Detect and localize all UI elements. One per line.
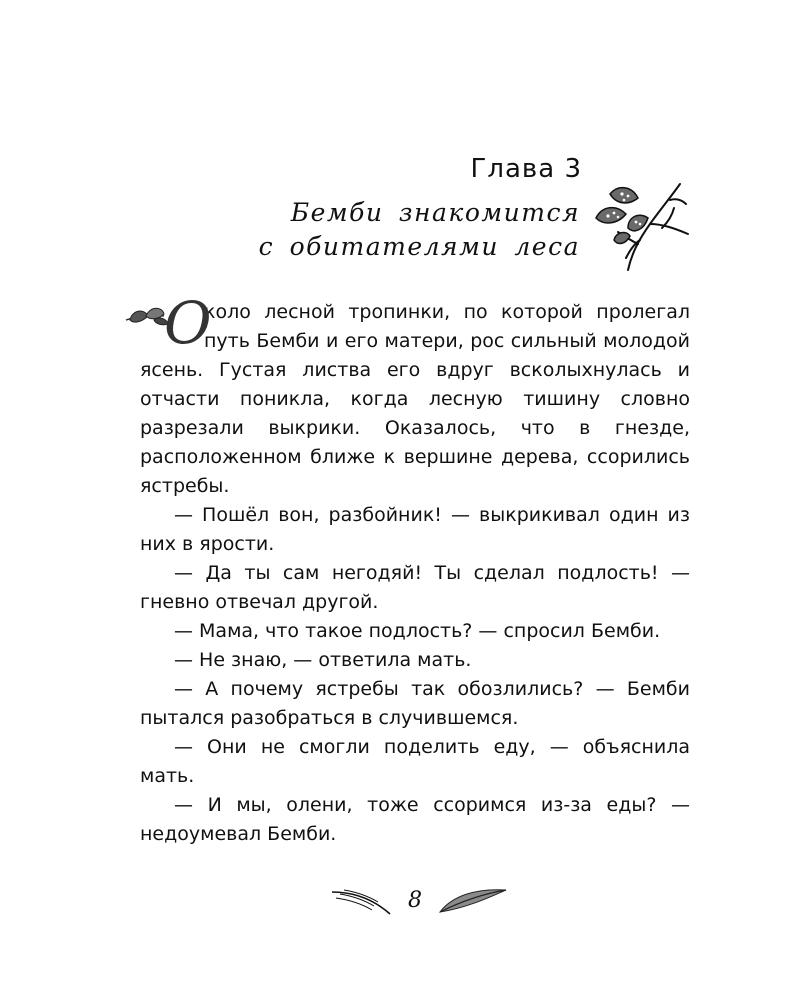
paragraph: — Пошёл вон, разбойник! — выкрикивал один из них в ярости. [140, 504, 690, 555]
paragraph: — Мама, что такое подлость? — спросил Бемби. [174, 620, 661, 642]
paragraph-1-text: коло лесной тропинки, по которой пролегал путь Бемби и его матери, рос сильный молодой ясень. Густая листва его вдруг всколыхнулась и отчасти поникла, когда лесную тишину словно разрезали выкрики. Оказалось, что в гнезде, расположенном ближе к вершине дерева, ссорились ястребы. [140, 301, 690, 497]
feather-icon [436, 886, 508, 916]
paragraph: — А почему ястребы так обозлились? — Бемби пытался разобраться в случившемся. [140, 678, 690, 729]
paragraph: — Да ты сам негодяй! Ты сделал подлость! — гневно отвечал другой. [140, 562, 690, 613]
drop-cap [140, 289, 212, 357]
chapter-label: Глава 3 [470, 154, 582, 184]
page-number: 8 [408, 888, 422, 913]
paragraph: — Не знаю, — ответила мать. [174, 649, 472, 671]
drop-cap-letter: О [164, 289, 212, 357]
paragraph: — И мы, олени, тоже ссоримся из-за еды? — недоумевал Бемби. [140, 794, 690, 845]
chapter-title-line-1: Бемби знакомится [290, 198, 580, 227]
chapter-title-line-2: с обитателями леса [258, 232, 580, 261]
paragraph-1 [140, 289, 690, 501]
chapter-title [259, 196, 580, 264]
leaf-branch-icon [588, 178, 698, 274]
paragraph: — Они не смогли поделить еду, — объяснила мать. [140, 736, 690, 787]
body-text [140, 289, 690, 849]
feather-icon [330, 886, 394, 918]
page-footer [0, 884, 800, 924]
